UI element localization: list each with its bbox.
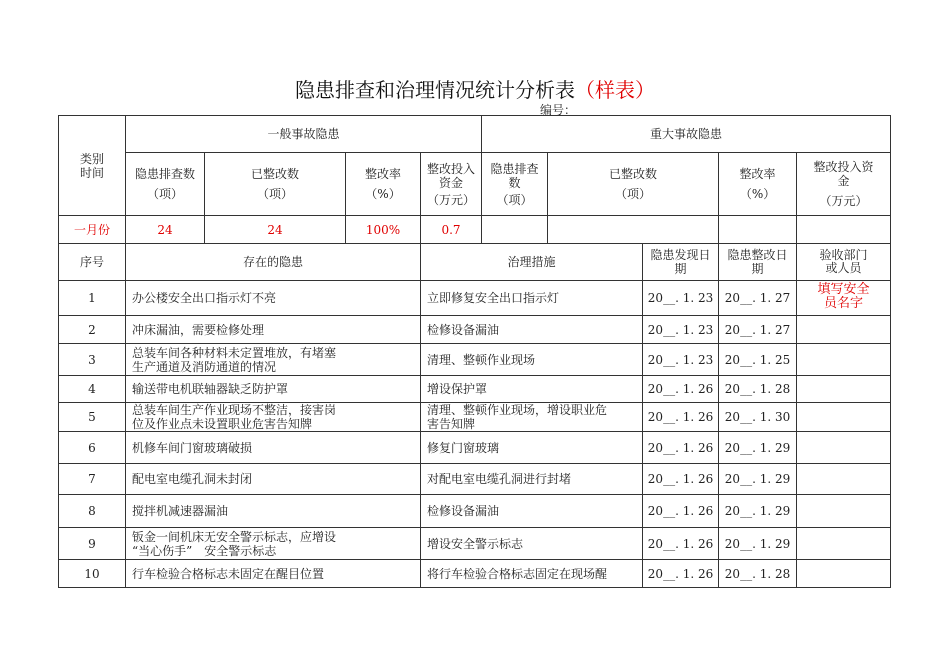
row-hazard: 机修车间门窗玻璃破损 bbox=[126, 432, 421, 464]
row-hazard: 输送带电机联轴器缺乏防护罩 bbox=[126, 376, 421, 403]
row-measure: 对配电室电缆孔洞进行封堵 bbox=[421, 464, 643, 495]
title-sample-tag: （样表） bbox=[575, 78, 655, 102]
row-acceptor bbox=[797, 528, 891, 560]
found-date-header: 隐患发现日期 bbox=[643, 244, 719, 281]
row-acceptor bbox=[797, 316, 891, 344]
general-rate-value: 100% bbox=[346, 216, 421, 244]
row-no: 9 bbox=[59, 528, 126, 560]
row-found-date: 20__. 1. 23 bbox=[643, 316, 719, 344]
row-acceptor bbox=[797, 376, 891, 403]
row-measure: 清理、整顿作业现场 bbox=[421, 344, 643, 376]
general-checked-value: 24 bbox=[126, 216, 205, 244]
row-measure: 清理、整顿作业现场，增设职业危 害告知牌 bbox=[421, 403, 643, 432]
acceptance-dept-header: 验收部门 或人员 bbox=[797, 244, 891, 281]
fix-date-header: 隐患整改日期 bbox=[719, 244, 797, 281]
row-no: 1 bbox=[59, 281, 126, 316]
row-hazard: 钣金一间机床无安全警示标志，应增设 “当心伤手” 安全警示标志 bbox=[126, 528, 421, 560]
row-fix-date: 20__. 1. 29 bbox=[719, 495, 797, 528]
row-fix-date: 20__. 1. 28 bbox=[719, 376, 797, 403]
table-row bbox=[59, 376, 891, 403]
general-rectified-header: 已整改数 （项） bbox=[205, 153, 346, 216]
row-measure: 增设安全警示标志 bbox=[421, 528, 643, 560]
row-acceptor bbox=[797, 464, 891, 495]
table-row bbox=[59, 432, 891, 464]
table-row bbox=[59, 560, 891, 588]
row-no: 5 bbox=[59, 403, 126, 432]
row-found-date: 20__. 1. 26 bbox=[643, 528, 719, 560]
row-found-date: 20__. 1. 23 bbox=[643, 281, 719, 316]
hazard-statistics-table bbox=[58, 115, 891, 588]
row-hazard: 行车检验合格标志未固定在醒目位置 bbox=[126, 560, 421, 588]
major-checked-value bbox=[482, 216, 548, 244]
major-checked-header: 隐患排查 数 （项） bbox=[482, 153, 548, 216]
serial-number-label: 编号： bbox=[540, 103, 577, 117]
row-fix-date: 20__. 1. 29 bbox=[719, 528, 797, 560]
row-found-date: 20__. 1. 26 bbox=[643, 495, 719, 528]
row-fix-date: 20__. 1. 27 bbox=[719, 316, 797, 344]
row-fix-date: 20__. 1. 25 bbox=[719, 344, 797, 376]
row-found-date: 20__. 1. 26 bbox=[643, 376, 719, 403]
row-measure: 立即修复安全出口指示灯 bbox=[421, 281, 643, 316]
header-row-groups bbox=[59, 116, 891, 153]
row-found-date: 20__. 1. 23 bbox=[643, 344, 719, 376]
row-measure: 检修设备漏油 bbox=[421, 316, 643, 344]
measure-header: 治理措施 bbox=[421, 244, 643, 281]
general-rate-header: 整改率 （%） bbox=[346, 153, 421, 216]
row-measure: 将行车检验合格标志固定在现场醒 bbox=[421, 560, 643, 588]
row-fix-date: 20__. 1. 27 bbox=[719, 281, 797, 316]
row-fix-date: 20__. 1. 30 bbox=[719, 403, 797, 432]
major-funds-value bbox=[797, 216, 891, 244]
general-funds-value: 0.7 bbox=[421, 216, 482, 244]
general-checked-header: 隐患排查数 （项） bbox=[126, 153, 205, 216]
major-rate-value bbox=[719, 216, 797, 244]
row-measure: 检修设备漏油 bbox=[421, 495, 643, 528]
row-no: 7 bbox=[59, 464, 126, 495]
major-rectified-value bbox=[548, 216, 719, 244]
acceptor-note: 填写安全 员名字 bbox=[797, 281, 891, 316]
table-row bbox=[59, 316, 891, 344]
row-no: 2 bbox=[59, 316, 126, 344]
row-acceptor bbox=[797, 432, 891, 464]
row-found-date: 20__. 1. 26 bbox=[643, 432, 719, 464]
table-row bbox=[59, 281, 891, 316]
row-fix-date: 20__. 1. 28 bbox=[719, 560, 797, 588]
row-found-date: 20__. 1. 26 bbox=[643, 560, 719, 588]
row-acceptor bbox=[797, 403, 891, 432]
row-no: 6 bbox=[59, 432, 126, 464]
table-row bbox=[59, 403, 891, 432]
row-no: 3 bbox=[59, 344, 126, 376]
major-rectified-header: 已整改数 （项） bbox=[548, 153, 719, 216]
general-rectified-value: 24 bbox=[205, 216, 346, 244]
row-hazard: 搅拌机减速器漏油 bbox=[126, 495, 421, 528]
detail-header-row bbox=[59, 244, 891, 281]
hazard-header: 存在的隐患 bbox=[126, 244, 421, 281]
major-funds-header: 整改投入资 金 （万元） bbox=[797, 153, 891, 216]
header-row-columns bbox=[59, 153, 891, 216]
row-fix-date: 20__. 1. 29 bbox=[719, 432, 797, 464]
row-no: 8 bbox=[59, 495, 126, 528]
general-hazard-group-header: 一般事故隐患 bbox=[126, 116, 482, 153]
row-found-date: 20__. 1. 26 bbox=[643, 464, 719, 495]
table-row bbox=[59, 528, 891, 560]
table-row bbox=[59, 464, 891, 495]
category-time-header: 类别 时间 bbox=[59, 116, 126, 216]
month-summary-row bbox=[59, 216, 891, 244]
major-rate-header: 整改率 （%） bbox=[719, 153, 797, 216]
row-no: 10 bbox=[59, 560, 126, 588]
row-hazard: 冲床漏油，需要检修处理 bbox=[126, 316, 421, 344]
row-fix-date: 20__. 1. 29 bbox=[719, 464, 797, 495]
table-row bbox=[59, 495, 891, 528]
row-found-date: 20__. 1. 26 bbox=[643, 403, 719, 432]
month-cell: 一月份 bbox=[59, 216, 126, 244]
row-hazard: 配电室电缆孔洞未封闭 bbox=[126, 464, 421, 495]
general-funds-header: 整改投入 资金 （万元） bbox=[421, 153, 482, 216]
row-measure: 增设保护罩 bbox=[421, 376, 643, 403]
no-header: 序号 bbox=[59, 244, 126, 281]
row-hazard: 总装车间各种材料未定置堆放，有堵塞 生产通道及消防通道的情况 bbox=[126, 344, 421, 376]
table-row bbox=[59, 344, 891, 376]
row-measure: 修复门窗玻璃 bbox=[421, 432, 643, 464]
document-title bbox=[0, 74, 950, 103]
row-acceptor bbox=[797, 560, 891, 588]
row-acceptor bbox=[797, 495, 891, 528]
title-main: 隐患排查和治理情况统计分析表 bbox=[295, 78, 575, 102]
row-acceptor bbox=[797, 344, 891, 376]
row-hazard: 办公楼安全出口指示灯不亮 bbox=[126, 281, 421, 316]
row-no: 4 bbox=[59, 376, 126, 403]
major-hazard-group-header: 重大事故隐患 bbox=[482, 116, 891, 153]
row-hazard: 总装车间生产作业现场不整洁，接害岗 位及作业点未设置职业危害告知牌 bbox=[126, 403, 421, 432]
